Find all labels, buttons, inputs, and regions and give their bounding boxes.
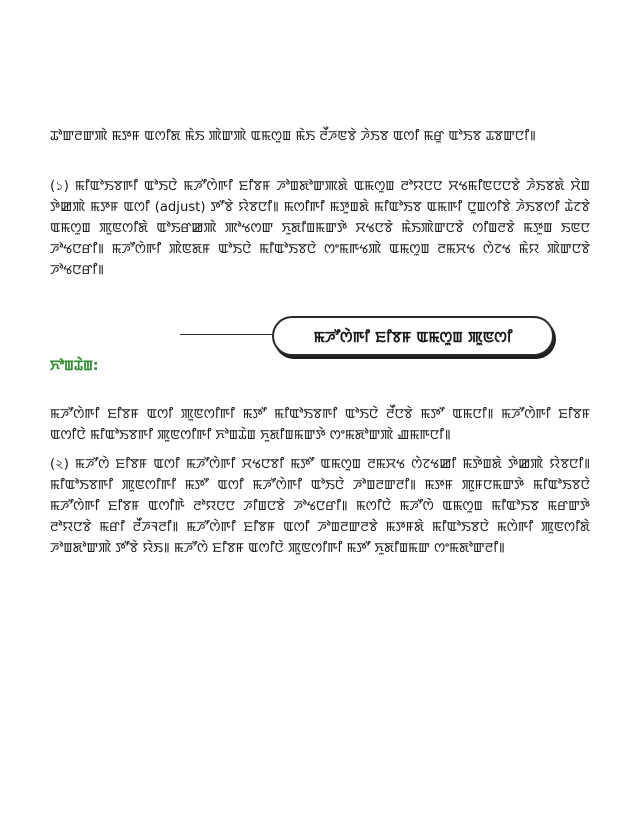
paragraph-3: (২) ꯃꯍꯧꯁꯥ ꯐꯤꯕꯝ ꯑꯁꯤ ꯃꯍꯧꯁꯥꯒꯤ ꯆꯠꯅꯕꯤ ꯃꯇꯧ ꯑꯃꯁꯨꯡ ꯂꯃꯆꯠ ꯁꯥꯖꯠꯀꯤ ꯃꯇꯥꯡꯗꯥ ꯇꯥꯀꯄꯥ ꯌꯥꯕꯅꯤ꯫ ꯃꯤꯑꯣꯏꯕꯒꯤ ꯄꯨꯟꯁꯤꯒꯤ ꯃꯇꯧ ꯑꯁꯤ ꯃꯍꯧꯁꯥꯒꯤ ꯑꯣꯏꯅꯥ ꯍꯣꯡꯂꯛꯂꯤ꯫ ꯃꯇꯝ ꯄꯨꯝꯅꯃꯛꯇꯥ ꯃꯤꯑꯣꯏꯕꯅꯥ ꯃꯍꯧꯁꯥꯒꯤ ꯐꯤꯕꯝ ꯑꯁꯤꯒꯥ ꯂꯣꯌꯅꯅ ꯍꯤꯡꯅꯕꯥ ꯍꯣꯠꯅꯔꯤ꯫ ꯃꯁꯤꯅꯥ ꯃꯍꯧꯁꯥ ꯑꯃꯁꯨꯡ ꯃꯤꯑꯣꯏꯕ ꯃꯔꯛꯇꯥ ꯂꯣꯌꯅꯕꯥ ꯃꯔꯤ ꯂꯩꯍꯜꯂꯤ꯫ ꯃꯍꯧꯁꯥꯒꯤ ꯐꯤꯕꯝ ꯑꯁꯤ ꯍꯣꯡꯂꯛꯂꯕꯥ ꯃꯇꯝꯗꯥ ꯃꯤꯑꯣꯏꯕꯅꯥ ꯃꯁꯥꯒꯤ ꯄꯨꯟꯁꯤꯗꯥ ꯍꯣꯡꯗꯣꯛꯄꯥ ꯇꯧꯕꯥ ꯌꯥꯏ꯫ ꯃꯍꯧꯁꯥ ꯐꯤꯕꯝ ꯑꯁꯤꯅꯥ ꯄꯨꯟꯁꯤꯒꯤ ꯃꯇꯧ ꯈꯨꯗꯤꯡꯃꯛ ꯁꯦꯃꯗꯣꯛꯂꯤ꯫ [50,457,590,556]
heading-connector-line [180,334,272,335]
section-heading [272,316,554,356]
section-heading-text: ꯃꯍꯧꯁꯥꯒꯤ ꯐꯤꯕꯝ ꯑꯃꯁꯨꯡ ꯄꯨꯟꯁꯤ [313,327,513,346]
paragraph-1: (১) ꯃꯤꯑꯣꯏꯕꯒꯤ ꯑꯣꯏꯅꯥ ꯃꯍꯧꯁꯥꯒꯤ ꯐꯤꯕꯝ ꯍꯣꯡꯗꯣꯛꯄꯗꯥ ꯑꯃꯁꯨꯡ ꯂꯣꯌꯅꯅ ꯆꯠꯃꯤꯟꯅꯅꯕꯥ ꯍꯥꯏꯕꯗꯥ ꯆꯥꯡ ꯇꯥꯀꯄꯥ ꯃꯇꯝ ꯑꯁꯤ (adjust) ꯇꯧꯕꯥ ꯌꯥꯕꯅꯤ꯫ ꯃꯁꯤꯒꯤ ꯃꯇꯨꯡꯗꯥ ꯃꯤꯑꯣꯏꯕ ꯑꯃꯒꯤ ꯅꯨꯡꯁꯤꯕꯥ ꯍꯥꯏꯕꯁꯤ ꯊꯥꯖꯕꯥ ꯑꯃꯁꯨꯡ ꯄꯨꯟꯁꯤꯗꯥ ꯑꯣꯏꯔꯀꯄꯥ ꯄꯣꯠꯁꯛ ꯈꯨꯗꯤꯡꯃꯛꯇꯥ ꯆꯠꯅꯕꯥ ꯃꯥꯏꯄꯥꯛꯅꯕꯥ ꯁꯤꯡꯂꯕꯥ ꯃꯇꯨꯡ ꯏꯟꯅ ꯍꯣꯠꯅꯔꯤ꯫ ꯃꯍꯧꯁꯥꯒꯤ ꯄꯥꯟꯗꯝ ꯑꯣꯏꯅꯥ ꯃꯤꯑꯣꯏꯕꯅꯥ ꯁꯦꯃꯒꯠꯄꯥ ꯑꯃꯁꯨꯡ ꯂꯃꯆꯠ ꯁꯥꯖꯠ ꯃꯥꯌ ꯄꯥꯛꯅꯕꯥ ꯍꯣꯠꯅꯔꯤ꯫ [50,179,590,278]
paragraph-2: ꯃꯍꯧꯁꯥꯒꯤ ꯐꯤꯕꯝ ꯑꯁꯤ ꯄꯨꯟꯁꯤꯒꯤ ꯃꯇꯧ ꯃꯤꯑꯣꯏꯕꯒꯤ ꯑꯣꯏꯅꯥ ꯂꯩꯅꯕꯥ ꯃꯇꯧ ꯑꯃꯅꯤ꯫ ꯃꯍꯧꯁꯥꯒꯤ ꯐꯤꯕꯝ ꯑꯁꯤꯅꯥ ꯃꯤꯑꯣꯏꯕꯒꯤ ꯄꯨꯟꯁꯤꯒꯤ ꯈꯣꯡꯊꯥꯡ ꯈꯨꯗꯤꯡꯃꯛꯇꯥ ꯁꯦꯃꯗꯣꯛꯄꯥ ꯉꯃꯒꯅꯤ꯫ [50,407,590,443]
section-label: ꯈꯣꯡꯊꯥꯡ: [50,358,99,374]
intro-paragraph: ꯊꯣꯛꯂꯛꯄꯥ ꯃꯇꯝ ꯑꯁꯤꯗ ꯃꯥꯏ ꯄꯥꯛꯄꯥ ꯑꯃꯁꯨꯡ ꯃꯥꯏ ꯂꯩꯍꯟꯕꯥ ꯍꯥꯏꯕ ꯑꯁꯤ ꯃꯔꯨ ꯑꯣꯏꯕ ꯊꯕꯛꯅꯤ꯫ [50,129,536,144]
